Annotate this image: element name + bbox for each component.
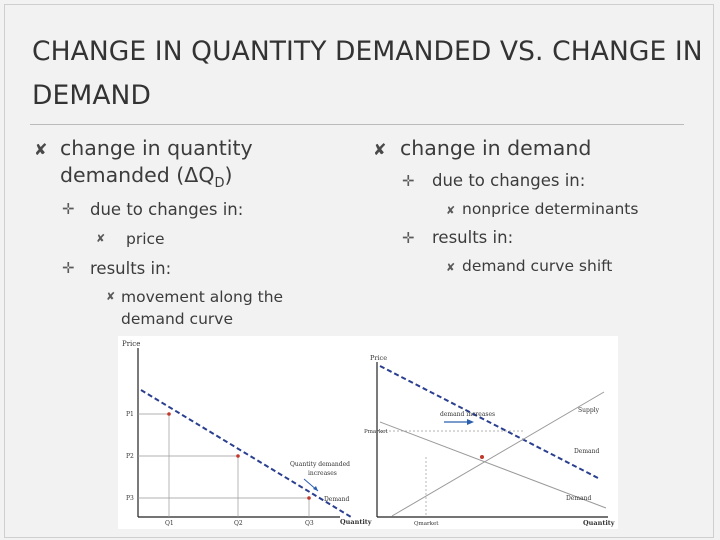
left-results-item-line1: movement along the — [121, 288, 284, 306]
bullet-x-icon: ✘ — [106, 290, 116, 303]
left-point-3 — [307, 496, 311, 500]
left-due-label: due to changes in: — [90, 200, 244, 219]
left-x-axis-label: Quantity — [340, 518, 372, 526]
bullet-x-icon: ✘ — [446, 261, 456, 274]
right-due-label: due to changes in: — [432, 171, 586, 190]
left-heading — [60, 135, 253, 197]
demand-graphs-image — [118, 336, 618, 529]
right-price-tick: Pmarket — [364, 429, 388, 435]
bullet-plus-icon: ✛ — [402, 229, 415, 247]
bullet-x-icon: ✘ — [34, 140, 48, 159]
bullet-plus-icon: ✛ — [402, 172, 415, 190]
right-old-demand-label: Demand — [566, 495, 592, 502]
right-results-item: demand curve shift — [462, 257, 613, 275]
right-supply-label: Supply — [578, 407, 599, 414]
left-heading-subscript: D — [214, 176, 225, 192]
left-heading-line2 — [60, 162, 253, 197]
right-graph — [364, 354, 615, 527]
left-price-tick-3: P3 — [126, 495, 134, 502]
left-annotation-line1: Quantity demanded — [290, 461, 351, 468]
right-new-demand-label: Demand — [574, 448, 600, 455]
bullet-x-icon: ✘ — [96, 232, 106, 245]
right-annotation: demand increases — [440, 411, 496, 418]
right-results-label: results in: — [432, 228, 514, 247]
left-heading-suffix: ) — [224, 163, 233, 187]
left-price-tick-2: P2 — [126, 453, 134, 460]
right-heading: change in demand — [400, 136, 592, 160]
right-equilibrium-point — [480, 455, 484, 459]
bullet-x-icon: ✘ — [373, 140, 387, 159]
title-divider — [30, 124, 684, 125]
left-point-1 — [167, 412, 171, 416]
left-demand-label: Demand — [324, 496, 350, 503]
left-results-item-line2: demand curve — [121, 310, 233, 328]
bullet-plus-icon: ✛ — [62, 200, 75, 218]
bullet-x-icon: ✘ — [446, 204, 456, 217]
right-x-axis-label: Quantity — [583, 519, 615, 527]
right-y-axis-label: Price — [370, 354, 388, 362]
slide-title: CHANGE IN QUANTITY DEMANDED VS. CHANGE IN DEMAND — [32, 36, 703, 111]
left-point-2 — [236, 454, 240, 458]
left-heading-prefix: demanded (ΔQ — [60, 163, 215, 187]
left-quantity-tick-3: Q3 — [305, 520, 314, 527]
left-quantity-tick-2: Q2 — [234, 520, 243, 527]
right-new-demand-curve — [380, 366, 598, 478]
right-due-item: nonprice determinants — [462, 200, 639, 218]
left-quantity-tick-1: Q1 — [165, 520, 174, 527]
left-y-axis-label: Price — [122, 340, 141, 348]
left-results-label: results in: — [90, 259, 172, 278]
left-heading-line1: change in quantity — [60, 136, 253, 160]
left-price-tick-1: P1 — [126, 411, 134, 418]
left-graph — [122, 340, 372, 527]
right-arrowhead-icon — [467, 419, 474, 425]
left-annotation-line2: increases — [308, 470, 337, 477]
left-results-item — [121, 286, 283, 330]
bullet-plus-icon: ✛ — [62, 259, 75, 277]
left-due-item: price — [126, 230, 165, 248]
right-quantity-tick: Qmarket — [414, 521, 439, 527]
